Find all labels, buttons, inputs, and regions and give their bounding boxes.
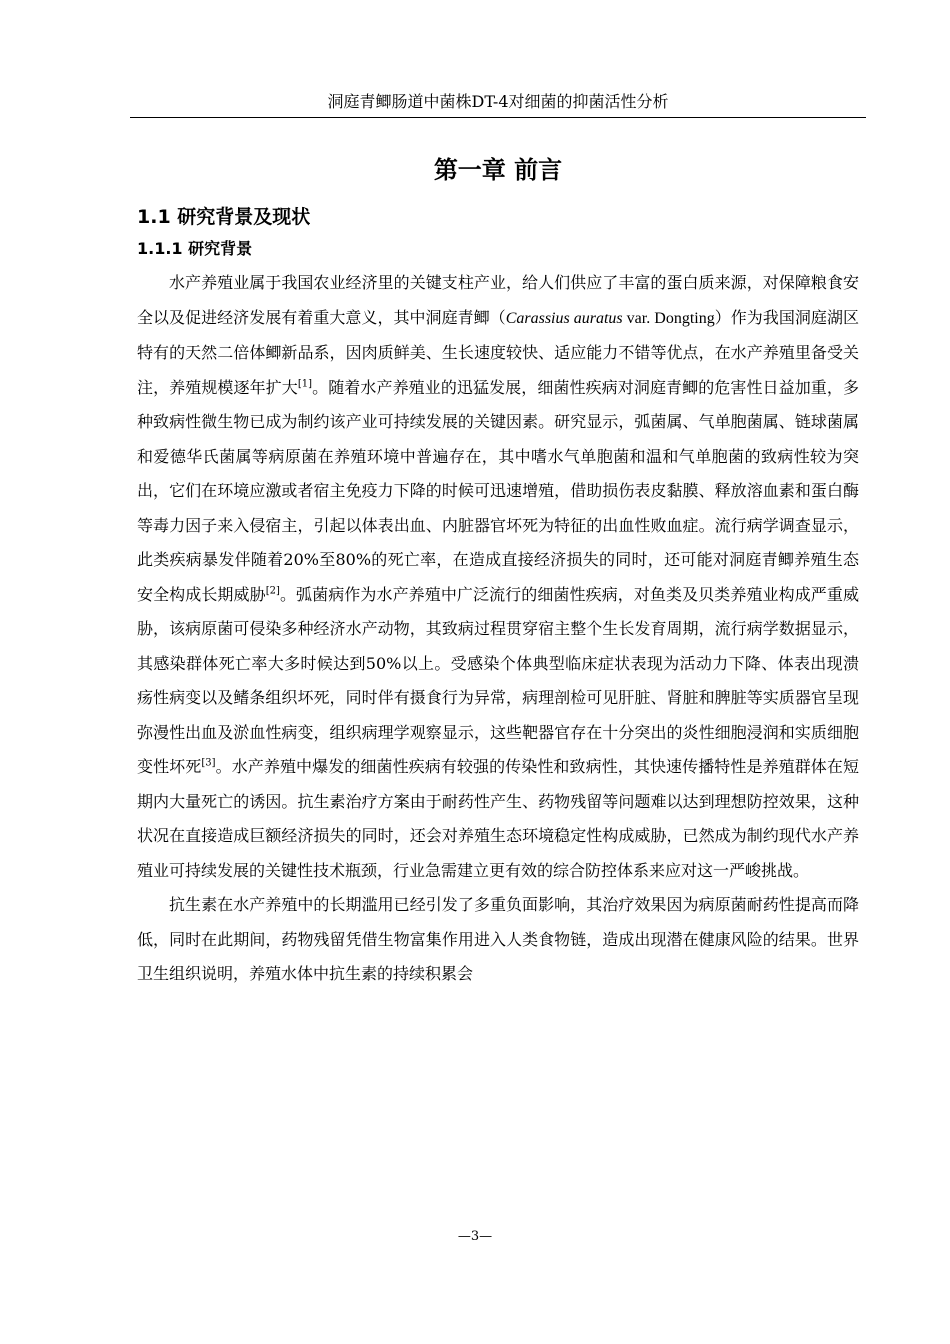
species-variety: var. Dongting	[622, 309, 715, 327]
paragraph-text: ）作为我国洞庭湖区特有的天然二倍体鲫新品系，因肉质鲜美、生长速度较快、适应能力不错等优点，在水产养殖里备受关注，养殖规模逐年扩大	[137, 307, 859, 397]
running-header-title: 洞庭青鲫肠道中菌株DT-4对细菌的抑菌活性分析	[327, 92, 669, 111]
body-paragraph-1	[137, 266, 859, 888]
paragraph-text: 。弧菌病作为水产养殖中广泛流行的细菌性疾病，对鱼类及贝类养殖业构成严重威胁，该病原菌可侵染多种经济水产动物，其致病过程贯穿宿主整个生长发育周期，流行病学数据显示，其感染群体死亡率大多时候达到50%以上。受感染个体典型临床症状表现为活动力下降、体表出现溃疡性病变以及鳍条组织坏死，同时伴有摄食行为异常，病理剖检可见肝脏、肾脏和脾脏等实质器官呈现弥漫性出血及淤血性病变，组织病理学观察显示，这些靶器官存在十分突出的炎性细胞浸润和实质细胞变性坏死	[137, 584, 859, 776]
subsection-title: 1.1.1 研究背景	[137, 239, 253, 258]
species-scientific-name: Carassius auratus	[505, 309, 623, 327]
body-paragraph-2: 抗生素在水产养殖中的长期滥用已经引发了多重负面影响，其治疗效果因为病原菌耐药性提高而降低，同时在此期间，药物残留凭借生物富集作用进入人类食物链，造成出现潜在健康风险的结果。世界卫生组织说明，养殖水体中抗生素的持续积累会	[137, 895, 859, 983]
header-divider	[130, 117, 866, 118]
chapter-title: 第一章 前言	[433, 156, 563, 184]
paragraph-text: 水产养殖业属于我国农业经济里的关键支柱产业，给人们供应了丰富的蛋白质来源，对保障粮食安全以及促进经济发展有着重大意义，其中洞庭青鲫（	[137, 273, 859, 327]
paragraph-text: 。随着水产养殖业的迅猛发展，细菌性疾病对洞庭青鲫的危害性日益加重，多种致病性微生物已成为制约该产业可持续发展的关键因素。研究显示，弧菌属、气单胞菌属、链球菌属和爱德华氏菌属等病原菌在养殖环境中普遍存在，其中嗜水气单胞菌和温和气单胞菌的致病性较为突出，它们在环境应激或者宿主免疫力下降的时候可迅速增殖，借助损伤表皮黏膜、释放溶血素和蛋白酶等毒力因子来入侵宿主，引起以体表出血、内脏器官坏死为特征的出血性败血症。流行病学调查显示，此类疾病暴发伴随着20%至80%的死亡率，在造成直接经济损失的同时，还可能对洞庭青鲫养殖生态安全构成长期威胁	[137, 377, 859, 604]
page-number: —3—	[457, 1229, 493, 1244]
citation-ref[interactable]: [2]	[265, 585, 280, 597]
citation-ref[interactable]: [3]	[201, 757, 216, 769]
section-title: 1.1 研究背景及现状	[137, 206, 311, 228]
page-body	[137, 150, 859, 992]
paragraph-text: 。水产养殖中爆发的细菌性疾病有较强的传染性和致病性，其快速传播特性是养殖群体在短期内大量死亡的诱因。抗生素治疗方案由于耐药性产生、药物残留等问题难以达到理想防控效果，这种状况在直接造成巨额经济损失的同时，还会对养殖生态环境稳定性构成威胁，已然成为制约现代水产养殖业可持续发展的关键性技术瓶颈，行业急需建立更有效的综合防控体系来应对这一严峻挑战。	[137, 757, 859, 880]
citation-ref[interactable]: [1]	[297, 378, 313, 390]
